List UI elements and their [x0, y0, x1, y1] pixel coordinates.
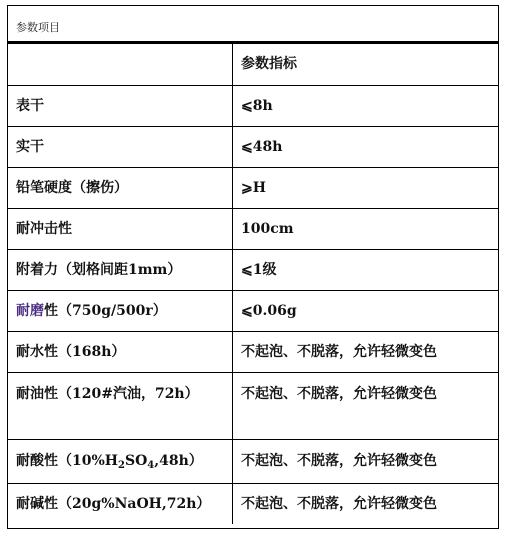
row-value: ⩽1级 [233, 249, 499, 290]
table-row [8, 290, 498, 331]
table-row [8, 167, 498, 208]
table-caption: 参数项目 [8, 6, 498, 44]
row-value: 不起泡、不脱落，允许轻微变色 [241, 495, 437, 512]
subscript: 2 [118, 460, 125, 471]
table-row [8, 439, 498, 483]
table-row [8, 208, 498, 249]
row-label: 铅笔硬度（擦伤） [8, 167, 233, 208]
table-row [8, 331, 498, 372]
row-label: 耐碱性（20g%NaOH,72h） [8, 483, 233, 524]
table-row [8, 483, 498, 524]
row-value: 不起泡、不脱落，允许轻微变色 [233, 439, 499, 483]
row-value: ⩾H [233, 167, 499, 208]
header-spec-cell: 参数指标 [233, 44, 499, 85]
table-row [8, 249, 498, 290]
table-row [8, 85, 498, 126]
row-label: 表干 [8, 85, 233, 126]
table-row [8, 372, 498, 439]
parameter-table-frame [7, 5, 499, 529]
row-value: ⩽8h [233, 85, 499, 126]
row-label: 耐冲击性 [8, 208, 233, 249]
highlighted-term: 耐磨 [16, 302, 44, 319]
row-label [8, 290, 233, 331]
row-label-rest: 性（750g/500r） [44, 302, 167, 319]
table-header-row [8, 44, 498, 85]
label-part: SO [124, 453, 148, 469]
subscript: 4 [147, 460, 155, 471]
row-value: ⩽0.06g [233, 290, 499, 331]
row-value: 不起泡、不脱落，允许轻微变色 [233, 372, 499, 439]
row-label: 附着力（划格间距1mm） [8, 249, 233, 290]
label-part: 耐酸性（10%H [16, 453, 119, 469]
row-label: 实干 [8, 126, 233, 167]
label-part: ,48h） [154, 453, 203, 469]
table-row [8, 126, 498, 167]
row-value: ⩽48h [233, 126, 499, 167]
row-value: 不起泡、不脱落，允许轻微变色 [233, 331, 499, 372]
parameter-table [8, 44, 498, 524]
row-label: 耐水性（168h） [8, 331, 233, 372]
row-label [8, 439, 233, 483]
row-label: 耐油性（120#汽油，72h） [8, 372, 233, 439]
header-item-cell [8, 44, 233, 85]
row-value: 100cm [233, 208, 499, 249]
